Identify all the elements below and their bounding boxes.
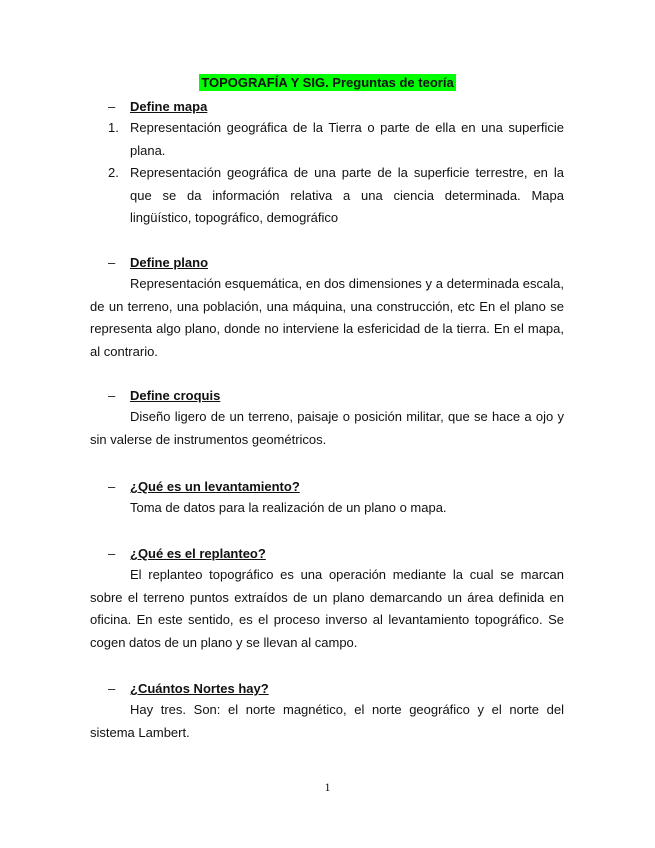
title-container [0,74,655,92]
question-text: Define mapa [130,99,208,114]
bullet-dash: – [108,255,116,270]
list-item [108,117,564,162]
list-item-text: Representación geográfica de una parte de la superficie terrestre, en la que se da información relativa a una ciencia determinada. Mapa lingüístico, topográfico, demográfico [130,165,564,225]
list-item-text: Representación geográfica de la Tierra o parte de ella en una superficie plana. [130,120,564,158]
document-title: TOPOGRAFÍA Y SIG. Preguntas de teoría [201,75,454,90]
answer-paragraph: El replanteo topográfico es una operación mediante la cual se marcan sobre el terreno puntos extraídos de un plano demarcando un área definida en oficina. En este sentido, es el proceso inverso al levantamiento topográfico. Se cogen datos de un plano y se llevan al campo. [90,567,564,650]
definition-list-mapa [108,117,564,230]
page-number: 1 [324,780,331,794]
question-levantamiento [108,478,300,495]
bullet-dash: – [108,681,116,696]
bullet-dash: – [108,479,116,494]
list-number: 1. [108,120,119,135]
question-nortes [108,680,269,697]
question-text: ¿Qué es el replanteo? [130,546,266,561]
question-define-croquis [108,387,220,404]
question-replanteo [108,545,266,562]
bullet-dash: – [108,99,116,114]
answer-paragraph: Hay tres. Son: el norte magnético, el norte geográfico y el norte del sistema Lambert. [90,702,564,740]
question-text: Define plano [130,255,209,270]
bullet-dash: – [108,388,116,403]
answer-paragraph: Representación esquemática, en dos dimensiones y a determinada escala, de un terreno, una población, una máquina, una construcción, etc En el plano se representa algo plano, donde no interviene la esfericidad de la tierra. En el mapa, al contrario. [90,276,564,359]
list-number: 2. [108,165,119,180]
question-text: ¿Qué es un levantamiento? [130,479,300,494]
list-item [108,162,564,230]
question-text: ¿Cuántos Nortes hay? [130,681,269,696]
bullet-dash: – [108,546,116,561]
question-define-plano [108,254,208,271]
answer-paragraph: Diseño ligero de un terreno, paisaje o posición militar, que se hace a ojo y sin valerse de instrumentos geométricos. [90,409,564,447]
answer-paragraph: Toma de datos para la realización de un plano o mapa. [130,500,447,515]
question-text: Define croquis [130,388,221,403]
question-define-mapa [108,98,207,115]
